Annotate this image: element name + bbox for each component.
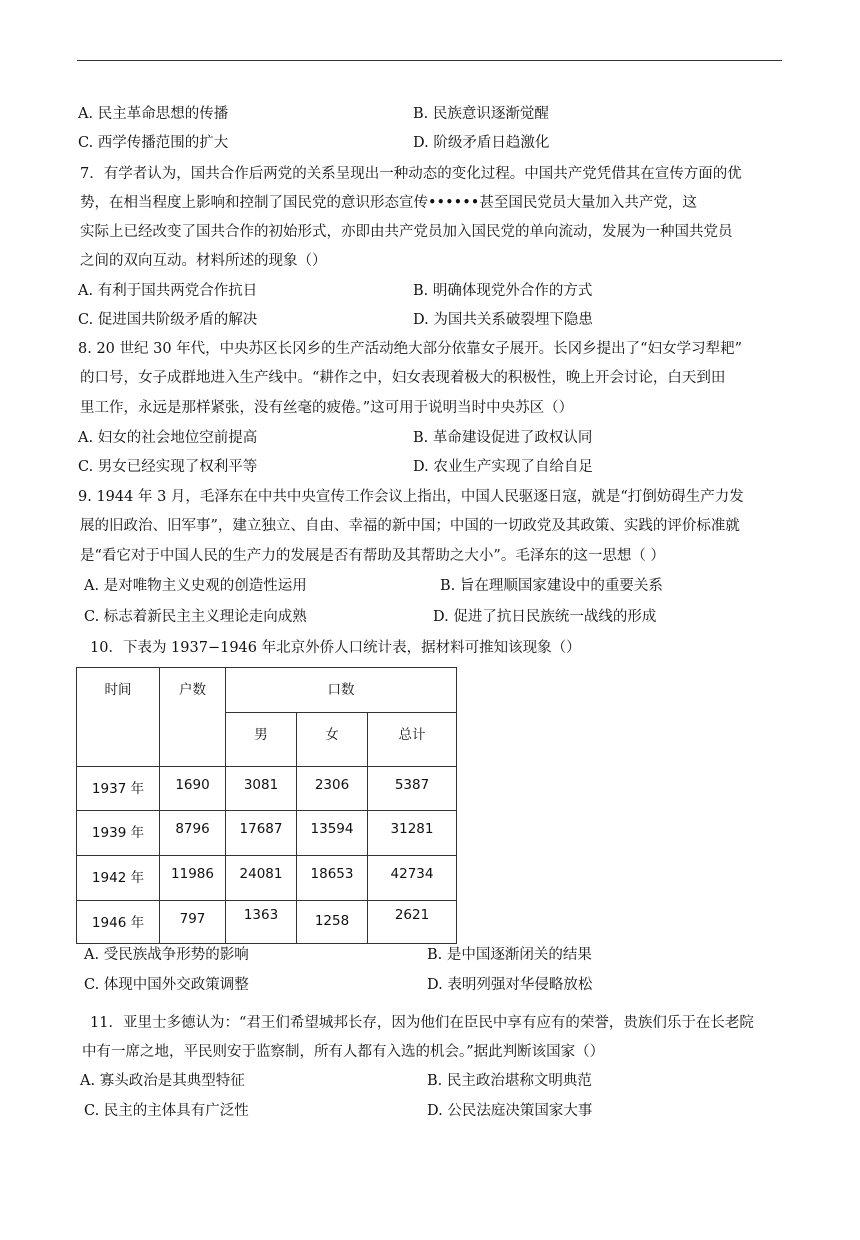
- q7-option-c[interactable]: C. 促进国共阶级矛盾的解决: [78, 312, 258, 328]
- cell-total: 2621: [368, 901, 457, 944]
- cell-total: 5387: [368, 767, 457, 811]
- q11-stem-line-2: 中有一席之地，平民则安于监察制，所有人都有入选的机会。”据此判断该国家（）: [82, 1044, 605, 1060]
- table-header-row: [77, 668, 457, 713]
- cell-year: 1946 年: [77, 901, 160, 944]
- q10-option-b[interactable]: B. 是中国逐渐闭关的结果: [427, 947, 592, 963]
- q9-stem-line-2: 展的旧政治、旧军事”，建立独立、自由、幸福的新中国；中国的一切政党及其政策、实践的评价标准就: [80, 518, 740, 534]
- q6-option-d[interactable]: D. 阶级矛盾日趋激化: [413, 135, 550, 151]
- q11-option-b[interactable]: B. 民主政治堪称文明典范: [427, 1073, 592, 1089]
- cell-households: 11986: [160, 856, 226, 901]
- cell-female: 2306: [297, 767, 368, 811]
- cell-male: 24081: [226, 856, 297, 901]
- table-row: [77, 811, 457, 856]
- table-row: [77, 901, 457, 944]
- q7-stem-line-4: 之间的双向互动。材料所述的现象（）: [80, 253, 327, 269]
- q7-stem-line-3: 实际上已经改变了国共合作的初始形式，亦即由共产党员加入国民党的单向流动，发展为一种国共党员: [80, 224, 733, 240]
- q7-option-d[interactable]: D. 为国共关系破裂埋下隐患: [413, 312, 593, 328]
- q11-option-a[interactable]: A. 寡头政治是其典型特征: [80, 1073, 245, 1089]
- q9-option-b[interactable]: B. 旨在理顺国家建设中的重要关系: [440, 578, 663, 594]
- q9-stem-line-3: 是“看它对于中国人民的生产力的发展是否有帮助及其帮助之大小”。毛泽东的这一思想（ ）: [80, 548, 665, 564]
- q6-option-b[interactable]: B. 民族意识逐渐觉醒: [413, 106, 549, 122]
- cell-male: 1363: [226, 901, 297, 944]
- cell-year: 1937 年: [77, 767, 160, 811]
- cell-households: 8796: [160, 811, 226, 856]
- q9-stem-line-1: 9. 1944 年 3 月，毛泽东在中共中央宣传工作会议上指出，中国人民驱逐日寇，就是“打倒妨碍生产力发: [78, 489, 744, 505]
- q7-option-a[interactable]: A. 有利于国共两党合作抗日: [78, 283, 258, 299]
- cell-year: 1939 年: [77, 811, 160, 856]
- q10-option-c[interactable]: C. 体现中国外交政策调整: [84, 977, 249, 993]
- q9-option-a[interactable]: A. 是对唯物主义史观的创造性运用: [84, 578, 307, 594]
- q11-option-c[interactable]: C. 民主的主体具有广泛性: [84, 1103, 249, 1119]
- cell-year: 1942 年: [77, 856, 160, 901]
- q10-stem: 10．下表为 1937−1946 年北京外侨人口统计表，据材料可推知该现象（）: [90, 640, 581, 656]
- q7-stem-line-1: 7．有学者认为，国共合作后两党的关系呈现出一种动态的变化过程。中国共产党凭借其在宣传方面的优: [80, 166, 742, 182]
- cell-households: 1690: [160, 767, 226, 811]
- q8-option-d[interactable]: D. 农业生产实现了自给自足: [413, 459, 593, 475]
- header-time: 时间: [77, 668, 160, 767]
- cell-households: 797: [160, 901, 226, 944]
- foreign-population-table: [76, 667, 457, 944]
- cell-total: 42734: [368, 856, 457, 901]
- q11-option-d[interactable]: D. 公民法庭决策国家大事: [427, 1103, 593, 1119]
- q8-option-a[interactable]: A. 妇女的社会地位空前提高: [78, 430, 258, 446]
- cell-total: 31281: [368, 811, 457, 856]
- header-male: 男: [226, 713, 297, 767]
- q8-option-b[interactable]: B. 革命建设促进了政权认同: [413, 430, 593, 446]
- table-row: [77, 767, 457, 811]
- q7-stem-line-2: 势，在相当程度上影响和控制了国民党的意识形态宣传••••••甚至国民党员大量加入共产党，这: [80, 195, 697, 211]
- cell-male: 3081: [226, 767, 297, 811]
- header-total: 总计: [368, 713, 457, 767]
- q10-option-d[interactable]: D. 表明列强对华侵略放松: [427, 977, 593, 993]
- cell-male: 17687: [226, 811, 297, 856]
- q7-option-b[interactable]: B. 明确体现党外合作的方式: [413, 283, 593, 299]
- header-female: 女: [297, 713, 368, 767]
- q8-stem-line-3: 里工作，永远是那样紧张，没有丝毫的疲倦。”这可用于说明当时中央苏区（）: [80, 400, 574, 416]
- table-row: [77, 856, 457, 901]
- header-households: 户数: [160, 668, 226, 767]
- q9-option-c[interactable]: C. 标志着新民主主义理论走向成熟: [84, 609, 307, 625]
- q10-option-a[interactable]: A. 受民族战争形势的影响: [84, 947, 249, 963]
- q8-stem-line-1: 8. 20 世纪 30 年代，中央苏区长冈乡的生产活动绝大部分依靠女子展开。长冈乡提出了“妇女学习犁耙”: [78, 341, 742, 357]
- q6-option-c[interactable]: C. 西学传播范围的扩大: [78, 135, 229, 151]
- header-rule: [77, 60, 782, 61]
- cell-female: 1258: [297, 901, 368, 944]
- q11-stem-line-1: 11．亚里士多德认为：“君王们希望城邦长存，因为他们在臣民中享有应有的荣誉，贵族们乐于在长老院: [90, 1015, 754, 1031]
- q8-stem-line-2: 的口号，女子成群地进入生产线中。“耕作之中，妇女表现着极大的积极性，晚上开会讨论，白天到田: [80, 370, 726, 386]
- q9-option-d[interactable]: D. 促进了抗日民族统一战线的形成: [433, 609, 657, 625]
- header-population: 口数: [226, 668, 457, 713]
- q8-option-c[interactable]: C. 男女已经实现了权利平等: [78, 459, 258, 475]
- q6-option-a[interactable]: A. 民主革命思想的传播: [78, 106, 229, 122]
- cell-female: 13594: [297, 811, 368, 856]
- cell-female: 18653: [297, 856, 368, 901]
